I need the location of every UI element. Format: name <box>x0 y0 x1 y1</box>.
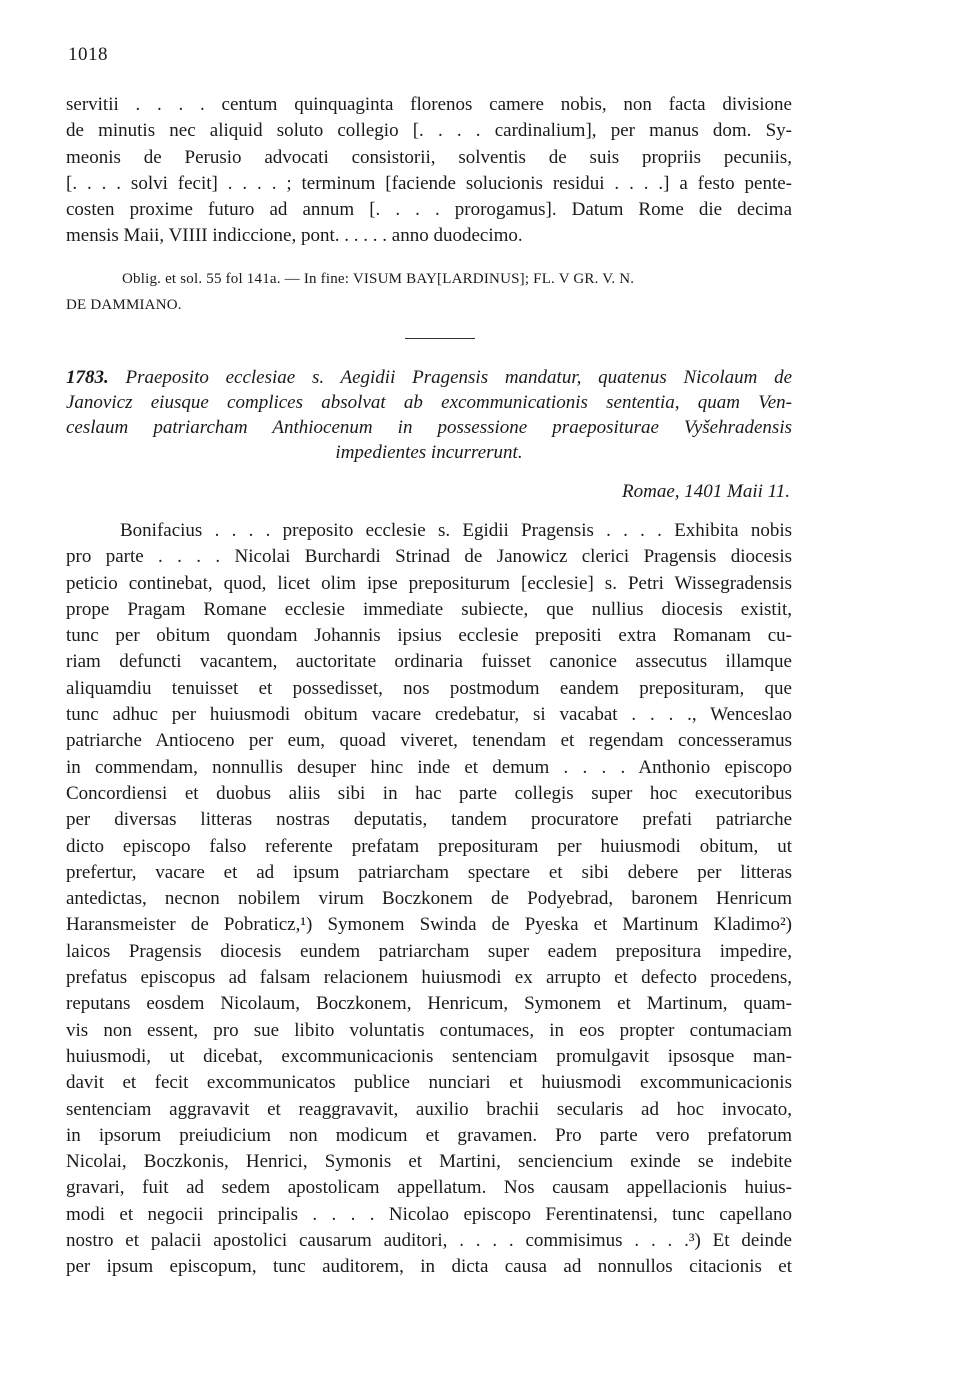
regest-line <box>66 365 792 390</box>
text-line: Concordiensi et duobus aliis sibi in hac parte collegis super hoc executoribus <box>66 782 792 804</box>
text-line: tunc adhuc per huiusmodi obitum vacare credebatur, si vacabat . . . ., Wenceslao <box>66 704 792 726</box>
text-line: [. . . . solvi fecit] . . . . ; terminum [faciende solucionis residui . . . .] a festo pente- <box>66 172 792 194</box>
text-line: peticio continebat, quod, licet olim ipse prepositurum [ecclesie] s. Petri Wissegradensis <box>66 572 792 594</box>
text-line: antedictas, necnon nobilem virum Boczkonem de Podyebrad, baronem Henricum <box>66 888 792 910</box>
text-line: aliquamdiu tenuisset et possedisset, nos postmodum eandem preposituram, que <box>66 677 792 699</box>
text-line: costen proxime futuro ad annum [. . . . prorogamus]. Datum Rome die decima <box>66 199 792 221</box>
regest-text: Praeposito ecclesiae s. Aegidii Pragensis mandatur, quatenus Nicolaum de <box>125 367 792 388</box>
text-line: huiusmodi, ut dicebat, excommunicacionis sentenciam promulgavit ipsosque man- <box>66 1045 792 1067</box>
text-line: gravari, fuit ad sedem apostolicam appellatum. Nos causam appellacionis huius- <box>66 1177 792 1199</box>
text-line: servitii . . . . centum quinquaginta florenos camere nobis, non facta divisione <box>66 94 792 115</box>
text-line: per ipsum episcopum, tunc auditorem, in dicta causa ad nonnullos citacionis et <box>66 1256 792 1278</box>
source-note-line: DE DAMMIANO. <box>66 297 182 313</box>
text-line: per diversas litteras nostras deputatis, tandem procuratore prefati patriarche <box>66 809 792 831</box>
paragraph-continuation <box>66 92 792 250</box>
text-line: Nicolai, Boczkonis, Henrici, Symonis et Martini, senciencium exinde se indebite <box>66 1151 792 1173</box>
text-line: nostro et palacii apostolici causarum auditori, . . . . commisimus . . . .³) Et deinde <box>66 1230 792 1252</box>
text-line: modi et negocii principalis . . . . Nicolao episcopo Ferentinatensi, tunc capellano <box>66 1203 792 1225</box>
text-line: meonis de Perusio advocati consistorii, solventis de suis propriis pecuniis, <box>66 146 792 168</box>
document-number: 1783. <box>66 367 109 388</box>
source-note-line: Oblig. et sol. 55 fol 141a. — In fine: VISUM BAY[LARDINUS]; FL. V GR. V. N. <box>122 271 635 287</box>
document-date: Romae, 1401 Maii 11. <box>622 481 790 502</box>
text-line: riam defuncti vacantem, auctoritate ordinaria fuisset canonice assecutus illamque <box>66 651 792 673</box>
text-line: tunc per obitum quondam Johannis ipsius ecclesie prepositi extra Romanam cu- <box>66 625 792 647</box>
text-line: laicos Pragensis diocesis eundem patriarcham super eadem prepositura impedire, <box>66 940 792 962</box>
section-divider <box>405 338 475 339</box>
text-line: prefertur, vacare et ad ipsum patriarcham spectare et sibi debere per litteras <box>66 861 792 883</box>
text-line: de minutis nec aliquid soluto collegio [. . . . cardinalium], per manus dom. Sy- <box>66 120 792 142</box>
text-line: vis non essent, pro sue libito voluntatis contumaces, in eos propter contumaciam <box>66 1019 792 1041</box>
text-line: dicto episcopo falso referente prefatam preposituram per huiusmodi obitum, ut <box>66 835 792 857</box>
document-regest <box>66 365 792 465</box>
text-line: prope Pragam Romane ecclesie immediate subiecte, que nullius diocesis existit, <box>66 598 792 620</box>
regest-line: Janovicz eiusque complices absolvat ab excommunicationis sententia, quam Ven- <box>66 392 792 413</box>
text-line: sentenciam aggravavit et reaggravavit, auxilio brachii secularis ad hoc invocato, <box>66 1098 792 1120</box>
text-line: in commendam, nonnullis desuper hinc inde et demum . . . . Anthonio episcopo <box>66 756 792 778</box>
text-line: davit et fecit excommunicatos publice nunciari et huiusmodi excommunicacionis <box>66 1072 792 1094</box>
text-line: Bonifacius . . . . preposito ecclesie s. Egidii Pragensis . . . . Exhibita nobis <box>120 520 792 541</box>
text-line: mensis Maii, VIIII indiccione, pont. . . . . . anno duodecimo. <box>66 225 523 247</box>
document-body <box>66 518 792 1281</box>
source-note <box>66 266 790 318</box>
text-line: pro parte . . . . Nicolai Burchardi Strinad de Janowicz clerici Pragensis diocesis <box>66 546 792 568</box>
regest-line: impedientes incurrerunt. <box>335 442 523 463</box>
text-line: Haransmeister de Pobraticz,¹) Symonem Swinda de Pyeska et Martinum Kladimo²) <box>66 914 792 936</box>
text-line: reputans eosdem Nicolaum, Boczkonem, Henricum, Symonem et Martinum, quam- <box>66 993 792 1015</box>
page-number: 1018 <box>68 44 108 65</box>
text-line: patriarche Antioceno per eum, quoad viveret, tenendam et regendam concesseramus <box>66 730 792 752</box>
continued-document-text <box>66 92 792 250</box>
text-line: in ipsorum preiudicium non modicum et gravamen. Pro parte vero prefatorum <box>66 1124 792 1146</box>
body-paragraph <box>66 518 792 1281</box>
regest-line: ceslaum patriarcham Anthiocenum in possessione praepositurae Vyšehradensis <box>66 417 792 438</box>
text-line: prefatus episcopus ad falsam relacionem huiusmodi ex arrupto et defecto procedens, <box>66 967 792 989</box>
